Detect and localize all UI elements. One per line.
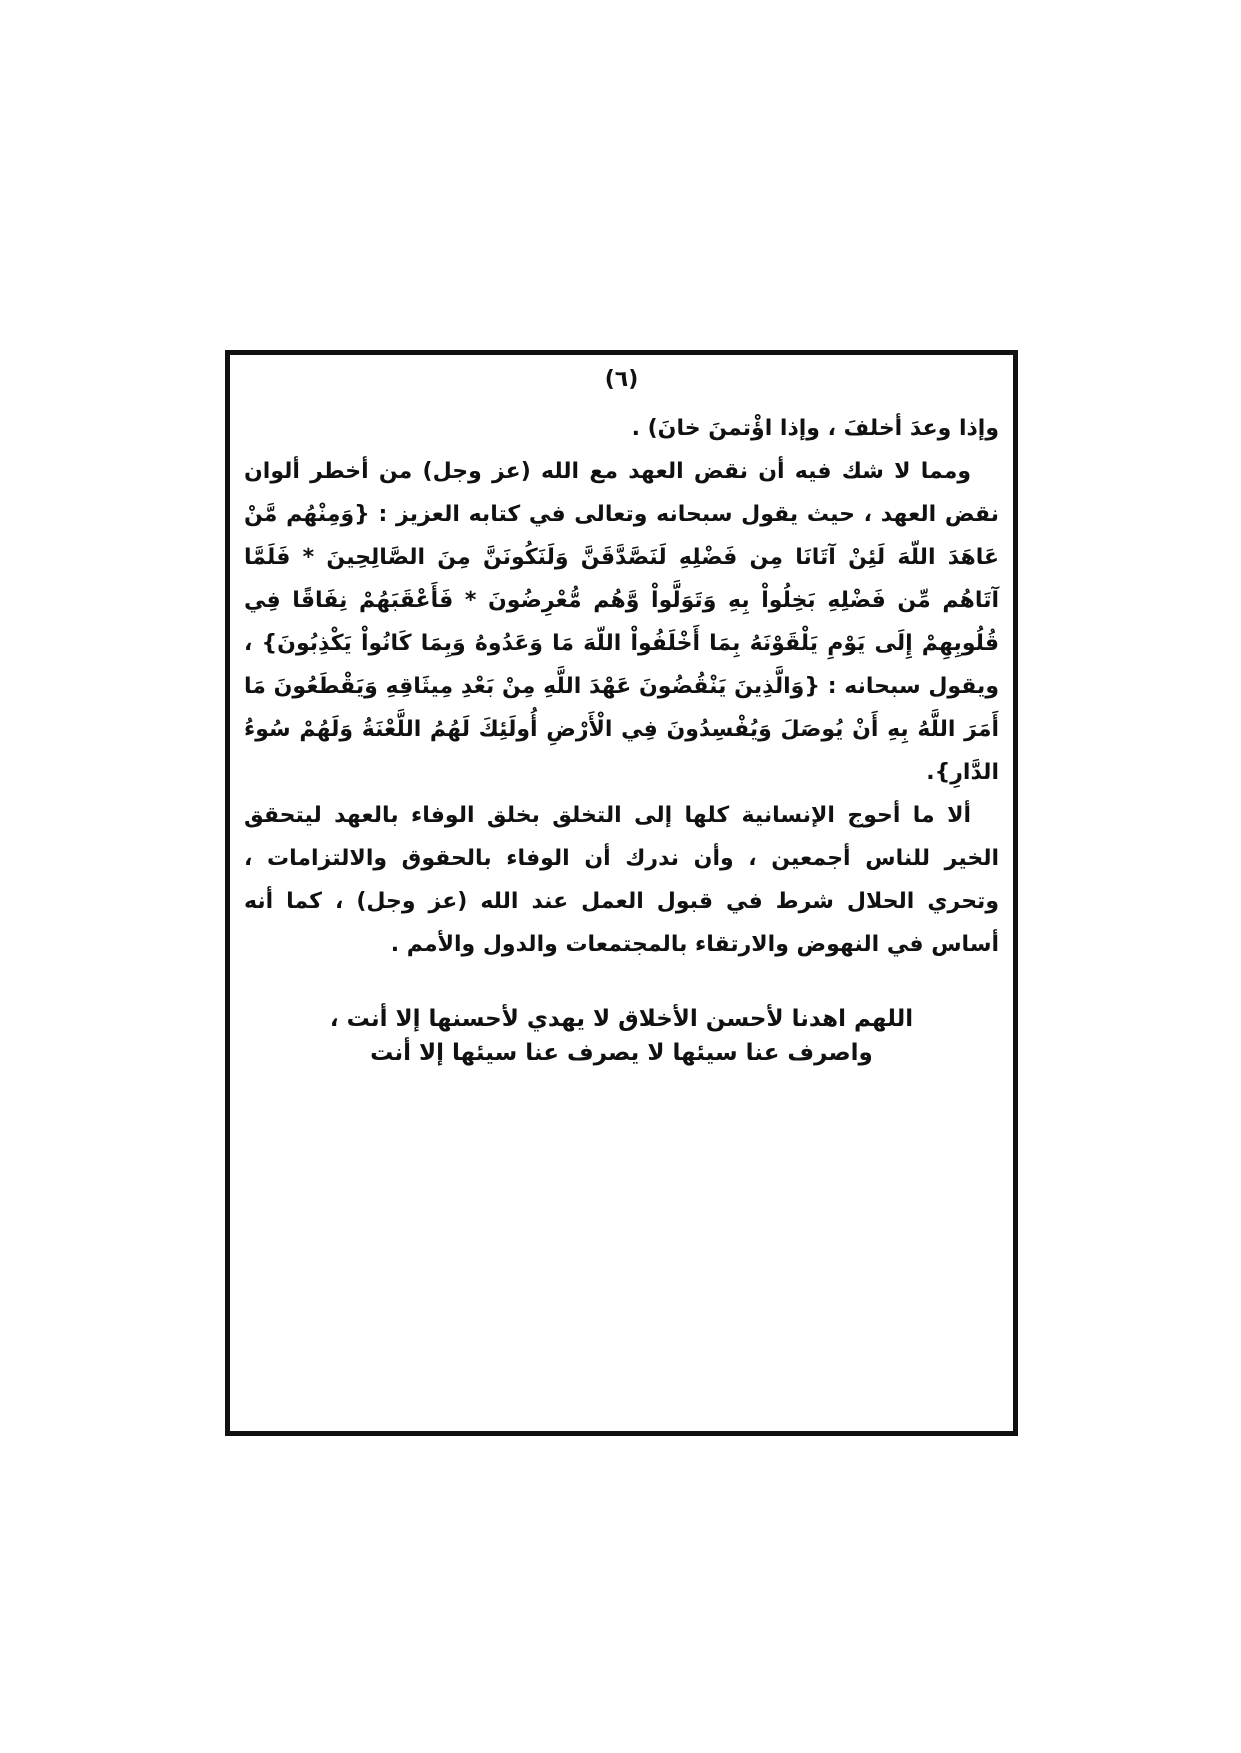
paragraph-3: ألا ما أحوج الإنسانية كلها إلى التخلق بخلق الوفاء بالعهد ليتحقق الخير للناس أجمعين ، وأن ندرك أن الوفاء بالحقوق والالتزامات ، وتحري الحلال شرط في قبول العمل عند الله (عز وجل) ، كما أنه أساس في النهوض والارتقاء بالمجتمعات والدول والأمم . bbox=[244, 803, 999, 957]
page-number: (٦) bbox=[604, 367, 639, 392]
prayer-line-1: اللهم اهدنا لأحسن الأخلاق لا يهدي لأحسنها إلا أنت ، bbox=[329, 1006, 914, 1032]
paragraph-1: وإذا وعدَ أخلفَ ، وإذا اؤْتمنَ خانَ) . bbox=[631, 416, 999, 441]
page-frame bbox=[225, 350, 1018, 1436]
prayer-line-2: واصرف عنا سيئها لا يصرف عنا سيئها إلا أنت bbox=[370, 1040, 873, 1066]
body-text bbox=[244, 407, 999, 1070]
closing-prayer bbox=[244, 1002, 999, 1070]
paragraph-2: ومما لا شك فيه أن نقض العهد مع الله (عز وجل) من أخطر ألوان نقض العهد ، حيث يقول سبحانه وتعالى في كتابه العزيز : {وَمِنْهُم مَّنْ عَاهَدَ اللّهَ لَئِنْ آتَانَا مِن فَضْلِهِ لَنَصَّدَّقَنَّ وَلَنَكُونَنَّ مِنَ الصَّالِحِينَ * فَلَمَّا آتَاهُم مِّن فَضْلِهِ بَخِلُواْ بِهِ وَتَوَلَّواْ وَّهُم مُّعْرِضُونَ * فَأَعْقَبَهُمْ نِفَاقًا فِي قُلُوبِهِمْ إِلَى يَوْمِ يَلْقَوْنَهُ بِمَا أَخْلَفُواْ اللّهَ مَا وَعَدُوهُ وَبِمَا كَانُواْ يَكْذِبُونَ} ، ويقول سبحانه : {وَالَّذِينَ يَنْقُضُونَ عَهْدَ اللَّهِ مِنْ بَعْدِ مِيثَاقِهِ وَيَقْطَعُونَ مَا أَمَرَ اللَّهُ بِهِ أَنْ يُوصَلَ وَيُفْسِدُونَ فِي الْأَرْضِ أُولَئِكَ لَهُمُ اللَّعْنَةُ وَلَهُمْ سُوءُ الدَّارِ}. bbox=[244, 459, 999, 785]
